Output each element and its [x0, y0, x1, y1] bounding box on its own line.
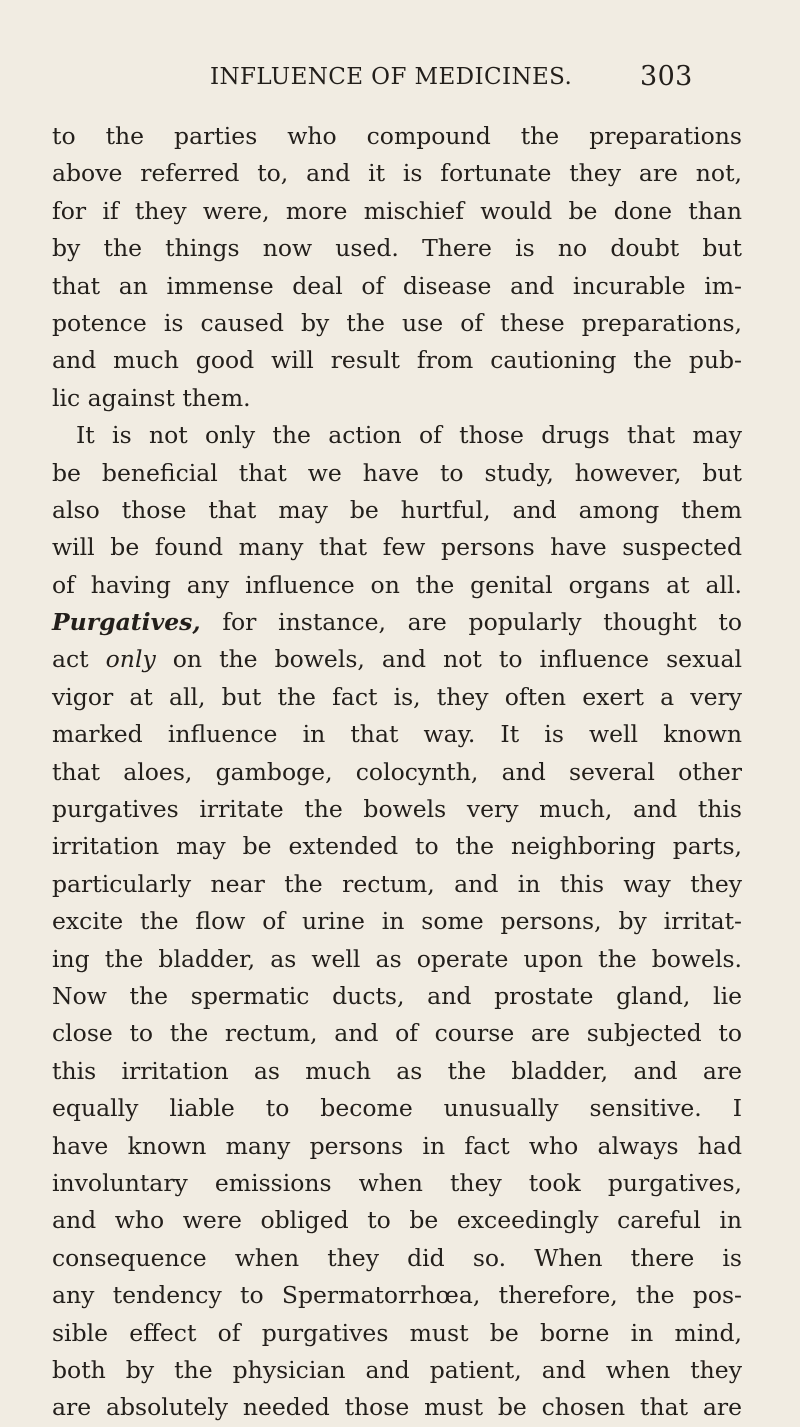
text-line: ing the bladder, as well as operate upon the bowels. [52, 944, 742, 973]
text-line: be beneficial that we have to study, however, but [52, 458, 742, 487]
text-line: have known many persons in fact who always had [52, 1131, 742, 1160]
text-line: purgatives irritate the bowels very much, and this [52, 795, 742, 824]
text-line: equally liable to become unusually sensitive. I [52, 1094, 742, 1123]
text-line: irritation may be extended to the neighboring parts, [52, 832, 742, 861]
emphasis-only: only [105, 645, 156, 674]
text-line: potence is caused by the use of these preparations, [52, 308, 742, 337]
text-line [52, 604, 742, 641]
text-fragment: on the bowels, and not to influence sexual [155, 645, 742, 674]
text-line: consequence when they did so. When there is [52, 1243, 742, 1272]
text-fragment: act [52, 645, 106, 674]
text-line: this irritation as much as the bladder, and are [52, 1056, 742, 1085]
text-line: sible effect of purgatives must be borne in mind, [52, 1318, 742, 1347]
text-line: to the parties who compound the preparations [52, 122, 742, 150]
text-line: any tendency to Spermatorrhœa, therefore, the pos- [52, 1281, 742, 1310]
text-line: above referred to, and it is fortunate they are not, [52, 159, 742, 188]
text-line: by the things now used. There is no doubt but [52, 234, 742, 263]
text-line: marked influence in that way. It is well known [52, 720, 742, 749]
running-head [210, 60, 740, 91]
text-line: and much good will result from cautioning the pub- [52, 346, 742, 375]
text-line: vigor at all, but the fact is, they often exert a very [52, 682, 742, 711]
text-line: are absolutely needed those must be chosen that are [52, 1393, 742, 1422]
text-line: for if they were, more mischief would be done than [52, 196, 742, 225]
text-line: and who were obliged to be exceedingly careful in [52, 1206, 742, 1235]
page-number: 303 [640, 61, 693, 92]
running-head-title: INFLUENCE OF MEDICINES. [210, 64, 573, 90]
emphasis-purgatives: Purgatives, [52, 608, 201, 637]
body-text [52, 118, 742, 1427]
text-line: excite the flow of urine in some persons, by irritat- [52, 907, 742, 936]
text-fragment: for instance, are popularly thought to [200, 608, 742, 637]
text-line: also those that may be hurtful, and among them [52, 495, 742, 524]
text-line: will be found many that few persons have suspected [52, 533, 742, 562]
text-line: Now the spermatic ducts, and prostate gland, lie [52, 981, 742, 1010]
text-line: that an immense deal of disease and incurable im- [52, 271, 742, 300]
text-line: particularly near the rectum, and in this way they [52, 869, 742, 898]
text-line: close to the rectum, and of course are subjected to [52, 1019, 742, 1048]
paragraph-start-line: It is not only the action of those drugs that may [76, 421, 742, 450]
text-line: that aloes, gamboge, colocynth, and several other [52, 757, 742, 786]
text-line: of having any influence on the genital organs at all. [52, 570, 742, 599]
text-line [52, 641, 742, 678]
text-line: involuntary emissions when they took purgatives, [52, 1168, 742, 1197]
text-line: lic against them. [52, 383, 251, 412]
text-line: both by the physician and patient, and when they [52, 1355, 742, 1384]
